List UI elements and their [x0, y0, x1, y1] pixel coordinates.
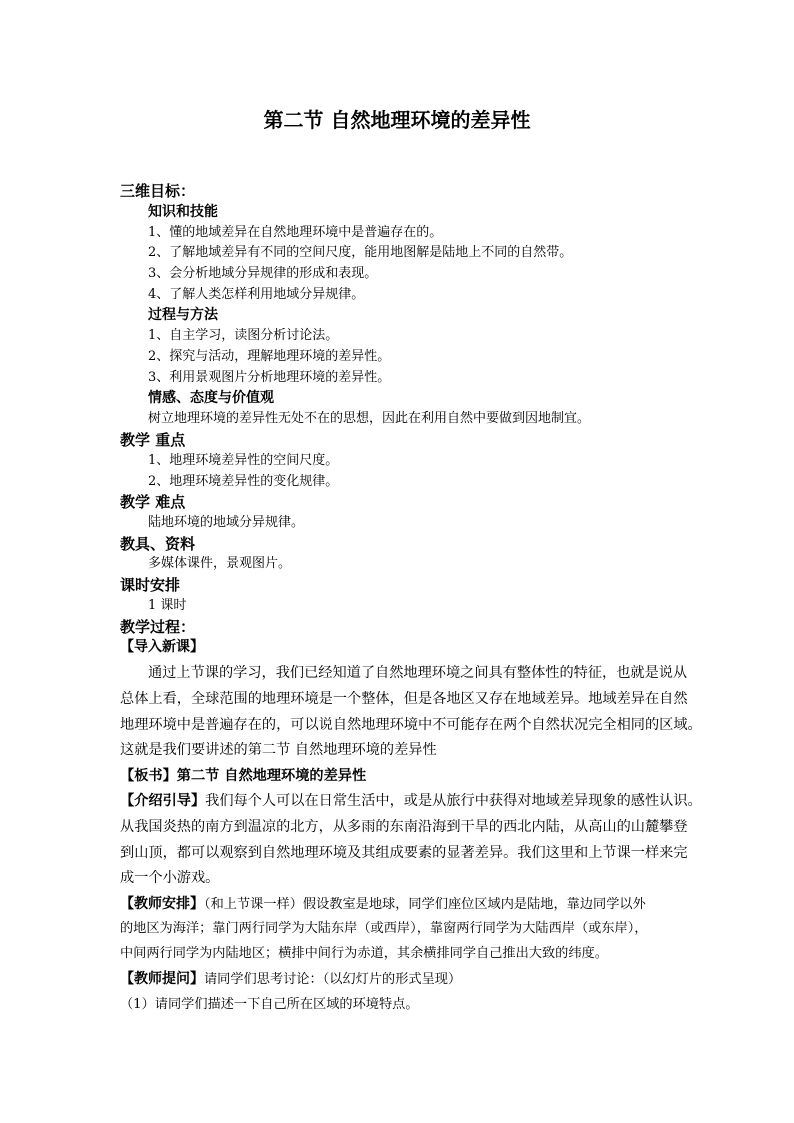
key-points-heading: 教学 重点: [120, 431, 186, 449]
emotion-heading: 情感、态度与价值观: [148, 390, 274, 406]
key-point-1: 1、地理环境差异性的空间尺度。: [148, 453, 339, 468]
page-title: 第二节 自然地理环境的差异性: [263, 108, 531, 132]
intro-line-3: 地理环境中是普遍存在的，可以说自然地理环境中不可能存在两个自然状况完全相同的区域。: [120, 717, 702, 733]
key-point-2: 2、地理环境差异性的变化规律。: [148, 474, 339, 489]
process-item-3: 3、利用景观图片分析地理环境的差异性。: [148, 370, 391, 385]
difficult-points-heading: 教学 难点: [120, 493, 186, 511]
process-item-1: 1、自主学习，读图分析讨论法。: [148, 328, 339, 343]
process-heading: 教学过程：: [120, 618, 196, 636]
board-tag: 【板书】: [120, 768, 177, 784]
process-item-2: 2、探究与活动，理解地理环境的差异性。: [148, 349, 391, 364]
intro-line-4: 这就是我们要讲述的第二节 自然地理环境的差异性: [120, 742, 437, 758]
knowledge-item-3: 3、会分析地域分异规律的形成和表现。: [148, 266, 378, 281]
emotion-text: 树立地理环境的差异性无处不在的思想，因此在利用自然中要做到因地制宜。: [148, 411, 591, 426]
knowledge-item-2: 2、了解地域差异有不同的空间尺度，能用地图解是陆地上不同的自然带。: [148, 245, 573, 260]
guide-line-4: 成一个小游戏。: [120, 870, 220, 886]
knowledge-item-1: 1、懂的地域差异在自然地理环境中是普遍存在的。: [148, 225, 443, 240]
process-method-heading: 过程与方法: [148, 307, 218, 323]
ask-tag: 【教师提问】: [120, 971, 204, 987]
ask-line: [120, 970, 461, 989]
intro-line-1: 通过上节课的学习，我们已经知道了自然地理环境之间具有整体性的特征，也就是说从: [148, 665, 688, 681]
guide-line-1: [120, 792, 702, 810]
arrange-line-3: 中间两行同学为内陆地区；横排中间行为赤道，其余横排同学自己推出大致的纬度。: [120, 946, 608, 961]
question-1: （1）请同学们描述一下自己所在区域的环境特点。: [120, 997, 419, 1012]
knowledge-heading: 知识和技能: [148, 204, 218, 220]
board-text: 第二节 自然地理环境的差异性: [176, 768, 367, 784]
intro-line-2: 总体上看，全球范围的地理环境是一个整体，但是各地区又存在地域差异。地域差异在自然: [120, 691, 688, 707]
intro-tag: 【导入新课】: [120, 639, 204, 655]
board-line: [120, 767, 366, 785]
arrange-tag: 【教师安排】: [120, 896, 204, 912]
knowledge-item-4: 4、了解人类怎样利用地域分异规律。: [148, 287, 365, 302]
difficult-point-text: 陆地环境的地域分异规律。: [148, 515, 305, 530]
guide-tag: 【介绍引导】: [120, 793, 206, 809]
schedule-heading: 课时安排: [120, 576, 181, 594]
arrange-line-2: 的地区为海洋；靠门两行同学为大陆东岸（或西岸），靠窗两行同学为大陆西岸（或东岸），: [120, 921, 648, 936]
materials-heading: 教具、资料: [120, 535, 196, 553]
objectives-heading: 三维目标：: [120, 182, 196, 200]
guide-text-1: 我们每个人可以在日常生活中，或是从旅行中获得对地域差异现象的感性认识。: [205, 793, 702, 809]
ask-text: 请同学们思考讨论：（以幻灯片的形式呈现）: [204, 972, 462, 987]
materials-text: 多媒体课件，景观图片。: [148, 556, 292, 571]
arrange-line-1: [120, 895, 646, 914]
arrange-text-1: （和上节课一样）假设教室是地球，同学们座位区域内是陆地，靠边同学以外: [204, 897, 646, 912]
schedule-text: 1 课时: [148, 598, 187, 613]
guide-line-2: 从我国炎热的南方到温凉的北方，从多雨的东南沿海到干旱的西北内陆，从高山的山麓攀登: [120, 819, 688, 835]
guide-line-3: 到山顶，都可以观察到自然地理环境及其组成要素的显著差异。我们这里和上节课一样来完: [120, 845, 688, 861]
